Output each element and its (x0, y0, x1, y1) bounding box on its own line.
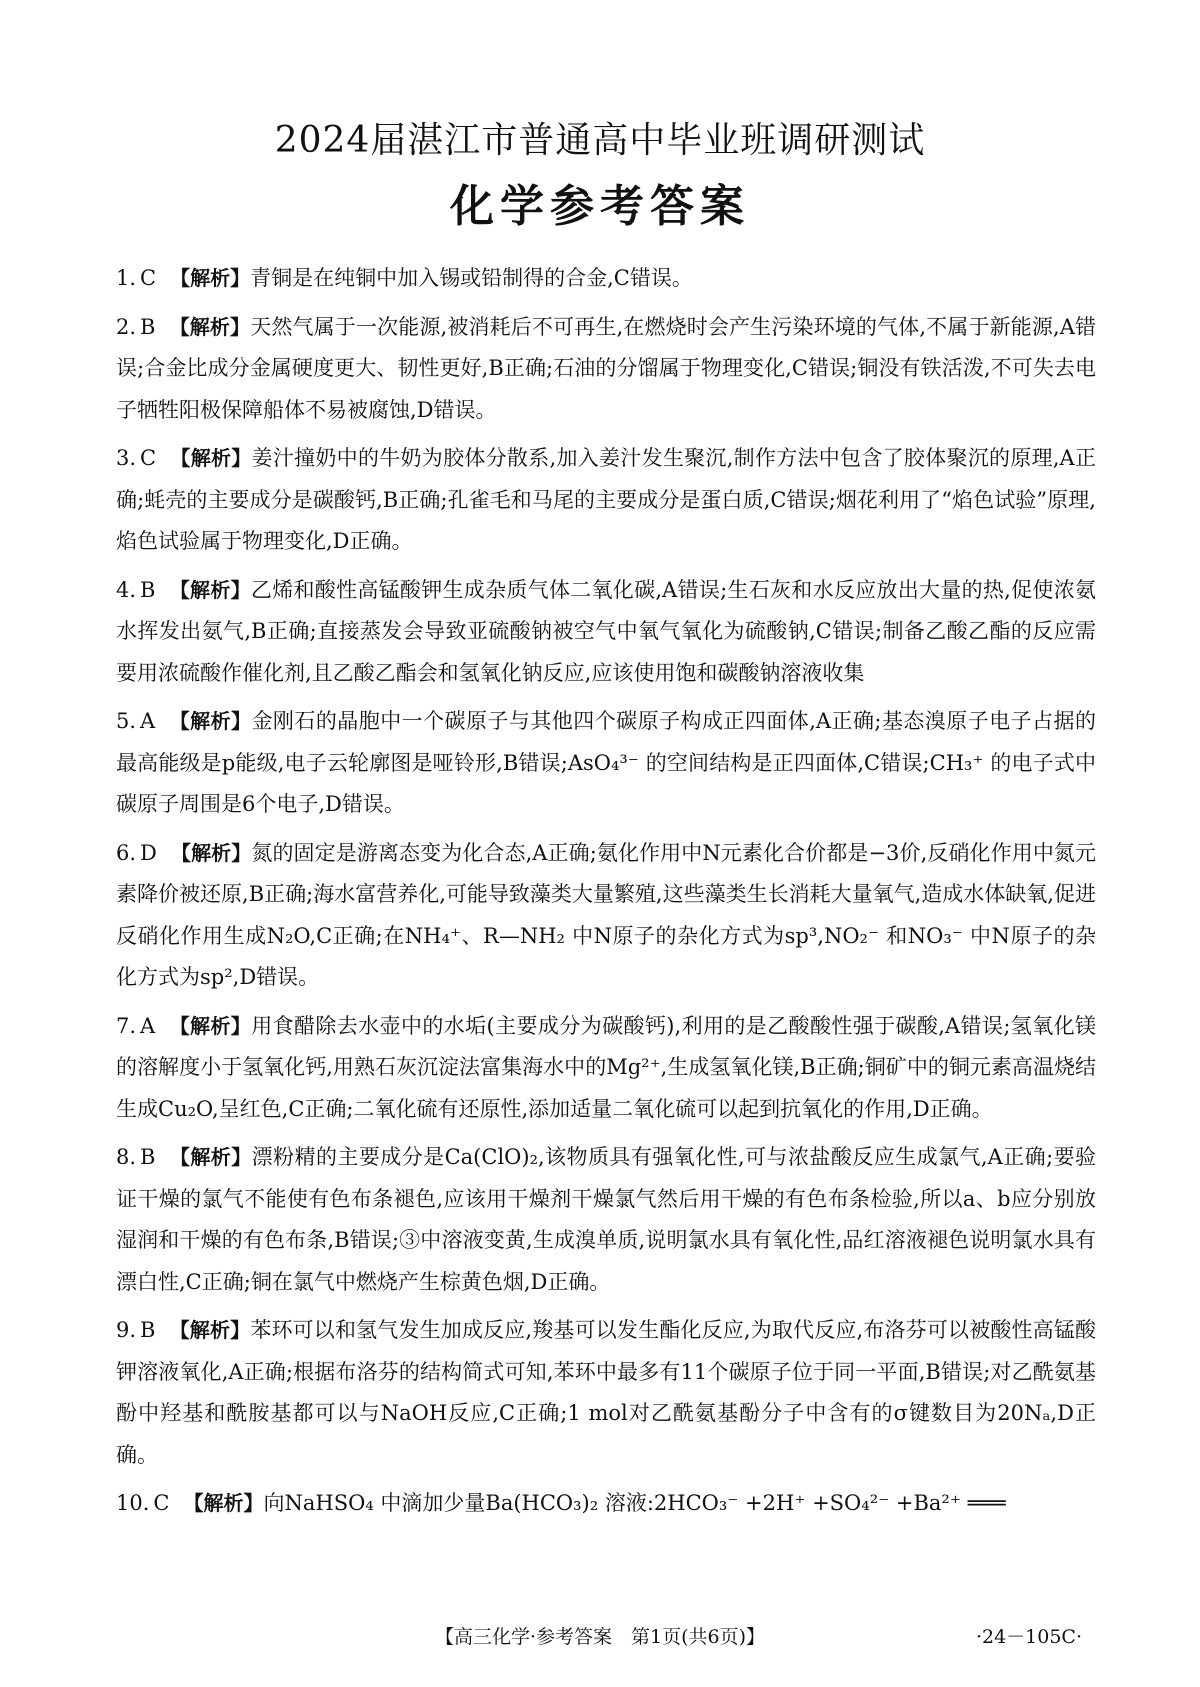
answer-choice: D (140, 840, 157, 865)
answer-choice: C (153, 1491, 170, 1515)
answer-item-10 (116, 1483, 1096, 1525)
answer-number: 3. (116, 446, 137, 470)
analysis-tag: 【解析】 (170, 446, 252, 470)
answer-number: 1. (116, 266, 137, 290)
answer-explanation: 天然气属于一次能源,被消耗后不可再生,在燃烧时会产生污染环境的气体,不属于新能源,A错误;合金比成分金属硬度更大、韧性更好,B正确;石油的分馏属于物理变化,C错误;铜没有铁活泼,不可失去电子牺牲阳极保障船体不易被腐蚀,D错误。 (116, 314, 1097, 422)
footer-page-info: 【高三化学·参考答案 第1页(共6页)】 (434, 1626, 766, 1648)
footer-code: ·24－105C· (975, 1626, 1082, 1648)
page-title: 2024届湛江市普通高中毕业班调研测试 (274, 120, 926, 161)
answer-number: 9. (116, 1318, 137, 1342)
answer-choice: A (140, 709, 156, 733)
answer-explanation: 金刚石的晶胞中一个碳原子与其他四个碳原子构成正四面体,A正确;基态溴原子电子占据的最高能级是p能级,电子云轮廓图是哑铃形,B错误;AsO₄³⁻ 的空间结构是正四面体,C错误;CH₃⁺ 的电子式中碳原子周围是6个电子,D错误。 (116, 709, 1096, 816)
analysis-tag: 【解析】 (169, 1145, 252, 1169)
answer-explanation: 乙烯和酸性高锰酸钾生成杂质气体二氧化碳,A错误;生石灰和水反应放出大量的热,促使浓氨水挥发出氨气,B正确;直接蒸发会导致亚硫酸钠被空气中氧气氧化为硫酸钠,C错误;制备乙酸乙酯的反应需要用浓硫酸作催化剂,且乙酸乙酯会和氢氧化钠反应,应该使用饱和碳酸钠溶液收集 (116, 577, 1096, 685)
answer-number: 4. (116, 577, 137, 602)
answer-item-1 (116, 258, 1096, 300)
answer-item-4 (116, 570, 1096, 695)
answer-explanation: 青铜是在纯铜中加入锡或铅制得的合金,C错误。 (250, 266, 693, 290)
analysis-tag: 【解析】 (170, 266, 251, 290)
answer-item-2 (116, 307, 1096, 432)
answer-item-9 (116, 1310, 1096, 1476)
answer-number: 7. (116, 1013, 137, 1038)
answer-item-7 (116, 1006, 1096, 1131)
answer-item-8 (116, 1137, 1096, 1303)
answer-item-6 (116, 833, 1096, 999)
answer-number: 5. (116, 709, 137, 733)
answer-choice: C (140, 266, 157, 290)
answer-item-5 (116, 701, 1096, 826)
analysis-tag: 【解析】 (169, 577, 251, 602)
answer-item-3 (116, 438, 1096, 563)
answer-choice: B (140, 577, 156, 602)
answer-explanation: 漂粉精的主要成分是Ca(ClO)₂,该物质具有强氧化性,可与浓盐酸反应生成氯气,A正确;要验证干燥的氯气不能使有色布条褪色,应该用干燥剂干燥氯气然后用干燥的有色布条检验,所以a、b应分别放湿润和干燥的有色布条,B错误;③中溶液变黄,生成溴单质,说明氯水具有氧化性,品红溶液褪色说明氯水具有漂白性,C正确;铜在氯气中燃烧产生棕黄色烟,D正确。 (116, 1145, 1097, 1294)
page-subtitle: 化学参考答案 (450, 181, 750, 232)
answer-explanation: 氮的固定是游离态变为化合态,A正确;氨化作用中N元素化合价都是−3价,反硝化作用中氮元素降价被还原,B正确;海水富营养化,可能导致藻类大量繁殖,这些藻类生长消耗大量氧气,造成水体缺氧,促进反硝化作用生成N₂O,C正确;在NH₄⁺、R—NH₂ 中N原子的杂化方式为sp³,NO₂⁻ 和NO₃⁻ 中N原子的杂化方式为sp²,D错误。 (116, 840, 1097, 989)
answer-explanation: 苯环可以和氢气发生加成反应,羧基可以发生酯化反应,为取代反应,布洛芬可以被酸性高锰酸钾溶液氧化,A正确;根据布洛芬的结构简式可知,苯环中最多有11个碳原子位于同一平面,B错误;对乙酰氨基酚中羟基和酰胺基都可以与NaOH反应,C正确;1 mol对乙酰氨基酚分子中含有的σ键数目为20Nₐ,D正确。 (116, 1318, 1097, 1467)
analysis-tag: 【解析】 (169, 314, 251, 339)
answer-number: 10. (116, 1491, 150, 1515)
analysis-tag: 【解析】 (183, 1491, 264, 1515)
page-footer (0, 1622, 1200, 1652)
answer-choice: B (140, 314, 156, 339)
answer-list (116, 258, 1096, 1525)
analysis-tag: 【解析】 (169, 1318, 251, 1342)
answer-choice: C (140, 446, 157, 470)
answer-explanation: 向NaHSO₄ 中滴加少量Ba(HCO₃)₂ 溶液:2HCO₃⁻ +2H⁺ +SO₄²⁻ +Ba²⁺ ═══ (263, 1491, 1006, 1515)
analysis-tag: 【解析】 (169, 709, 252, 733)
answer-explanation: 用食醋除去水壶中的水垢(主要成分为碳酸钙),利用的是乙酸酸性强于碳酸,A错误;氢氧化镁的溶解度小于氢氧化钙,用熟石灰沉淀法富集海水中的Mg²⁺,生成氢氧化镁,B正确;铜矿中的铜元素高温烧结生成Cu₂O,呈红色,C正确;二氧化硫有还原性,添加适量二氧化硫可以起到抗氧化的作用,D正确。 (116, 1013, 1096, 1121)
answer-choice: A (140, 1013, 156, 1038)
analysis-tag: 【解析】 (170, 840, 252, 865)
answer-number: 8. (116, 1145, 137, 1169)
answer-number: 6. (116, 840, 137, 865)
answer-choice: B (140, 1318, 156, 1342)
answer-number: 2. (116, 314, 137, 339)
analysis-tag: 【解析】 (169, 1013, 252, 1038)
answer-explanation: 姜汁撞奶中的牛奶为胶体分散系,加入姜汁发生聚沉,制作方法中包含了胶体聚沉的原理,A正确;蚝壳的主要成分是碳酸钙,B正确;孔雀毛和马尾的主要成分是蛋白质,C错误;烟花利用了“焰色试验”原理,焰色试验属于物理变化,D正确。 (116, 446, 1096, 553)
answer-choice: B (140, 1145, 156, 1169)
